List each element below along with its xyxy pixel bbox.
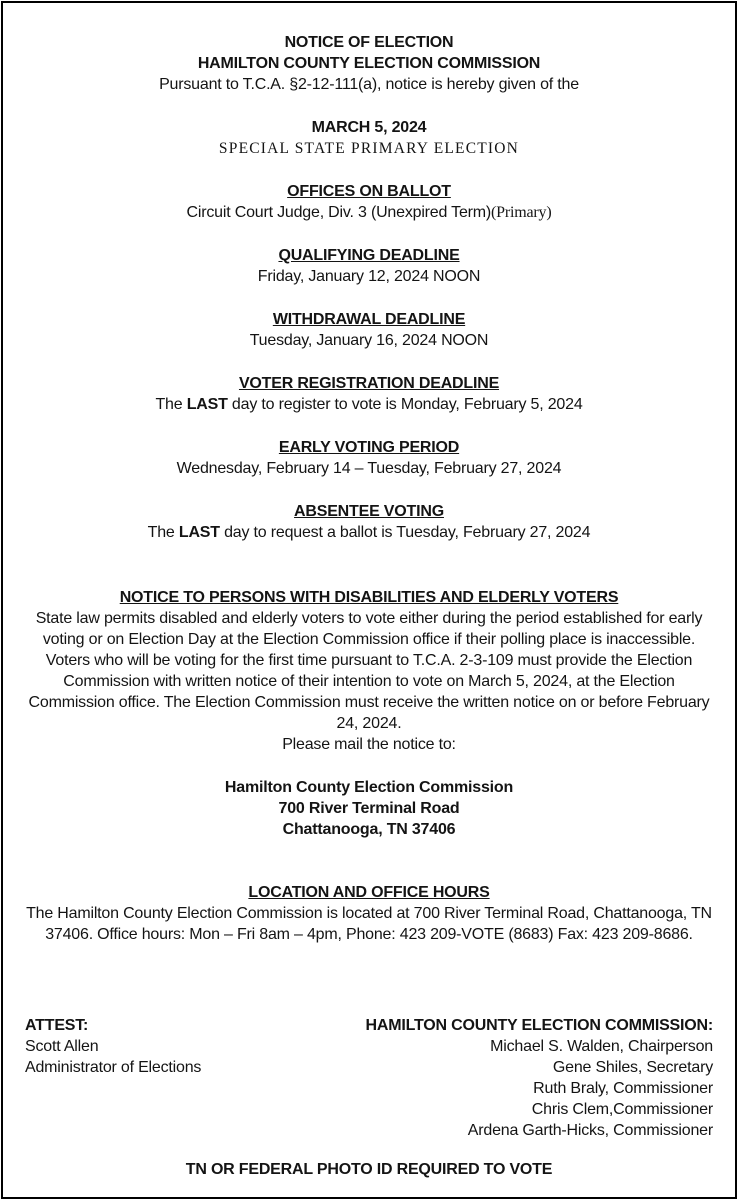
section-offices xyxy=(25,181,713,223)
disabilities-body: State law permits disabled and elderly voters to vote either during the period established for early voting or on Election Day at the Election Commission office if their polling place is inaccessible. Voters who will be voting for the first time pursuant to T.C.A. 2-3-109 must provide the Election Commission with written notice of their intention to vote on March 5, 2024, at the Election Commission office. The Election Commission must receive the written notice on or before February 24, 2024. xyxy=(28,610,710,732)
registration-heading: VOTER REGISTRATION DEADLINE xyxy=(238,375,500,392)
qualifying-date: Friday, January 12, 2024 NOON xyxy=(257,268,481,285)
offices-item-suffix: (Primary) xyxy=(491,204,552,221)
commission-title: HAMILTON COUNTY ELECTION COMMISSION xyxy=(197,55,541,72)
commissioner-name: Michael S. Walden, Chairperson xyxy=(490,1038,713,1055)
absentee-last-emphasis: LAST xyxy=(178,524,220,541)
section-early-voting xyxy=(25,437,713,479)
section-registration-deadline xyxy=(25,373,713,415)
mailing-address xyxy=(25,777,713,840)
attest-title: Administrator of Elections xyxy=(25,1059,202,1076)
absentee-date: The LAST day to request a ballot is Tuesday, February 27, 2024 xyxy=(147,524,591,541)
document-frame xyxy=(1,1,737,1199)
address-line: Hamilton County Election Commission xyxy=(224,779,514,796)
mail-prompt: Please mail the notice to: xyxy=(282,736,456,753)
election-title-block xyxy=(25,117,713,159)
section-absentee-voting xyxy=(25,501,713,543)
signature-block xyxy=(25,1015,713,1141)
attest-name: Scott Allen xyxy=(25,1038,99,1055)
location-body: The Hamilton County Election Commission is located at 700 River Terminal Road, Chattanooga, TN 37406. Office hours: Mon – Fri 8am – 4pm, Phone: 423 209-VOTE (8683) Fax: 423 209-8686. xyxy=(26,905,712,943)
section-withdrawal-deadline xyxy=(25,309,713,351)
disabilities-heading: NOTICE TO PERSONS WITH DISABILITIES AND ELDERLY VOTERS xyxy=(119,589,619,606)
attest-label: ATTEST: xyxy=(25,1017,89,1034)
address-line: Chattanooga, TN 37406 xyxy=(282,821,456,838)
location-heading: LOCATION AND OFFICE HOURS xyxy=(248,884,490,901)
withdrawal-date: Tuesday, January 16, 2024 NOON xyxy=(249,332,489,349)
commission-label: HAMILTON COUNTY ELECTION COMMISSION: xyxy=(365,1017,713,1034)
commission-column xyxy=(366,1015,713,1141)
commissioner-name: Gene Shiles, Secretary xyxy=(552,1059,713,1076)
pursuant-text: Pursuant to T.C.A. §2-12-111(a), notice is hereby given of the xyxy=(159,76,579,93)
qualifying-heading: QUALIFYING DEADLINE xyxy=(278,247,460,264)
early-voting-dates: Wednesday, February 14 – Tuesday, February 27, 2024 xyxy=(176,460,562,477)
commissioner-name: Ruth Braly, Commissioner xyxy=(533,1080,713,1097)
commissioner-name: Chris Clem,Commissioner xyxy=(531,1101,713,1118)
photo-id-notice: TN OR FEDERAL PHOTO ID REQUIRED TO VOTE xyxy=(185,1161,553,1178)
registration-date: The LAST day to register to vote is Monday, February 5, 2024 xyxy=(155,396,583,413)
offices-heading: OFFICES ON BALLOT xyxy=(287,183,451,200)
election-name: SPECIAL STATE PRIMARY ELECTION xyxy=(218,140,520,157)
section-qualifying-deadline xyxy=(25,245,713,287)
withdrawal-heading: WITHDRAWAL DEADLINE xyxy=(272,311,466,328)
election-date: MARCH 5, 2024 xyxy=(311,119,427,136)
section-location-hours xyxy=(25,882,713,945)
offices-item xyxy=(25,202,713,223)
commissioner-name: Ardena Garth-Hicks, Commissioner xyxy=(467,1122,713,1139)
section-disabilities-notice xyxy=(25,587,713,755)
offices-item-text: Circuit Court Judge, Div. 3 (Unexpired Term) xyxy=(186,204,492,221)
notice-title: NOTICE OF ELECTION xyxy=(284,34,454,51)
absentee-heading: ABSENTEE VOTING xyxy=(294,503,444,520)
registration-last-emphasis: LAST xyxy=(186,396,228,413)
attest-column xyxy=(25,1015,201,1078)
address-line: 700 River Terminal Road xyxy=(278,800,460,817)
early-voting-heading: EARLY VOTING PERIOD xyxy=(278,439,460,456)
